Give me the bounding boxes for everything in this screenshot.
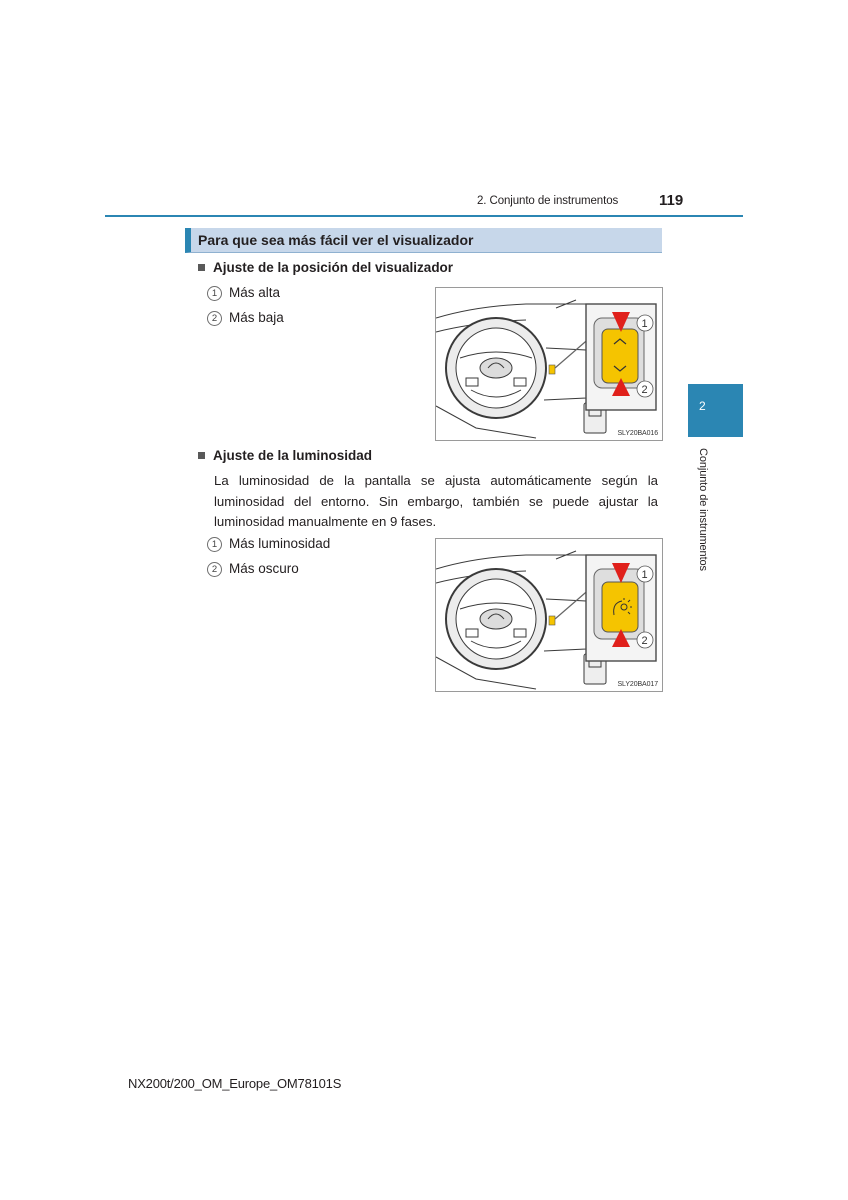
display-brightness-figure xyxy=(435,538,663,692)
switch-highlight xyxy=(549,365,555,374)
figure-code: SLY20BA016 xyxy=(617,430,658,437)
svg-text:2: 2 xyxy=(641,384,648,396)
list-item xyxy=(207,285,280,301)
switch-highlight xyxy=(549,616,555,625)
brightness-heading-text: Ajuste de la luminosidad xyxy=(213,448,373,463)
square-bullet-icon xyxy=(198,452,205,459)
circled-number-2-icon: 2 xyxy=(207,562,222,577)
document-id-footer: NX200t/200_OM_Europe_OM78101S xyxy=(128,1076,342,1091)
list-item-label: Más baja xyxy=(229,310,284,325)
header-rule xyxy=(105,215,743,217)
dashboard-illustration xyxy=(436,288,662,440)
circled-number-2-icon: 2 xyxy=(207,311,222,326)
display-adjust-switch xyxy=(602,329,638,383)
figure-code: SLY20BA017 xyxy=(617,681,658,688)
circled-number-1-icon: 1 xyxy=(207,537,222,552)
brightness-paragraph: La luminosidad de la pantalla se ajusta automáticamente según la luminosidad del entorno. Sin embargo, también se puede ajustar la luminosidad manualmente en 9 fases. xyxy=(214,473,658,529)
chapter-tab xyxy=(688,384,743,437)
chapter-tab-number: 2 xyxy=(699,399,706,413)
svg-text:2: 2 xyxy=(641,635,648,647)
list-item-label: Más oscuro xyxy=(229,561,299,576)
svg-text:1: 1 xyxy=(641,569,648,581)
list-item-label: Más alta xyxy=(229,285,281,300)
chapter-reference: 2. Conjunto de instrumentos xyxy=(477,195,619,207)
svg-text:1: 1 xyxy=(641,318,648,330)
page-number: 119 xyxy=(659,192,684,209)
dashboard-illustration xyxy=(436,539,662,691)
display-position-figure xyxy=(435,287,663,441)
list-item-label: Más luminosidad xyxy=(229,536,331,551)
section-title-bar xyxy=(185,228,662,253)
position-heading xyxy=(198,260,453,275)
square-bullet-icon xyxy=(198,264,205,271)
list-item xyxy=(207,561,299,577)
list-item xyxy=(207,310,284,326)
list-item xyxy=(207,536,330,552)
brightness-switch xyxy=(602,582,638,632)
position-heading-text: Ajuste de la posición del visualizador xyxy=(213,260,454,275)
circled-number-1-icon: 1 xyxy=(207,286,222,301)
chapter-side-label: Conjunto de instrumentos xyxy=(697,448,709,571)
brightness-heading xyxy=(198,448,372,463)
section-title: Para que sea más fácil ver el visualizador xyxy=(198,232,474,248)
